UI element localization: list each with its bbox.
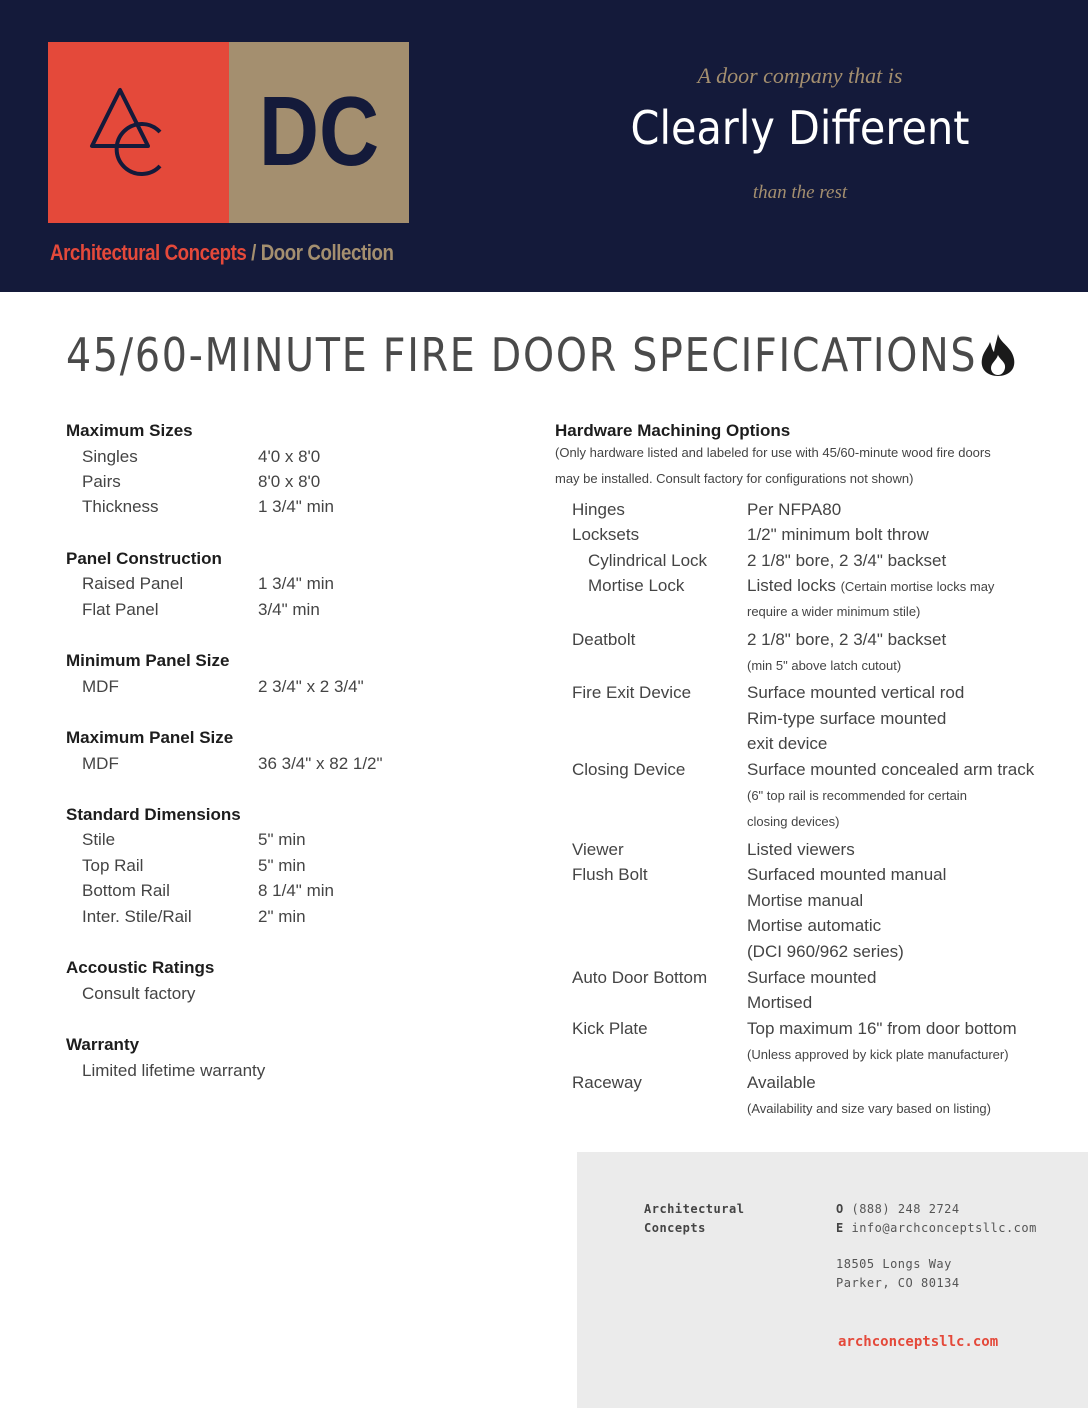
spec-label: Consult factory bbox=[82, 984, 196, 1003]
hardware-value-note: (6" top rail is recommended for certain bbox=[747, 788, 967, 803]
spec-value: 1 3/4" min bbox=[258, 574, 334, 593]
logo-dc-letters: DC bbox=[258, 76, 380, 186]
section-heading-hardware: Hardware Machining Options bbox=[555, 421, 791, 440]
hardware-value-note: require a wider minimum stile) bbox=[747, 604, 921, 619]
spec-label: Top Rail bbox=[82, 856, 144, 875]
spec-value: 5" min bbox=[258, 856, 306, 875]
spec-label: Flat Panel bbox=[82, 600, 159, 619]
section-heading-maximum-sizes: Maximum Sizes bbox=[66, 421, 193, 440]
brand-name-primary: Architectural Concepts bbox=[50, 240, 247, 265]
hardware-value: Surface mounted vertical rod bbox=[747, 683, 965, 702]
hardware-value-text: Listed locks bbox=[747, 576, 836, 595]
email-address: info@archconceptsllc.com bbox=[851, 1221, 1037, 1235]
ac-monogram-icon bbox=[48, 42, 229, 223]
spec-label: MDF bbox=[82, 754, 119, 773]
brand-separator: / bbox=[246, 240, 261, 265]
hardware-value bbox=[747, 576, 994, 596]
hardware-value: Surfaced mounted manual bbox=[747, 865, 947, 884]
hardware-value: Rim-type surface mounted bbox=[747, 709, 947, 728]
header-banner bbox=[0, 0, 1088, 292]
hardware-label: Fire Exit Device bbox=[572, 683, 692, 702]
logo-monogram-block bbox=[48, 42, 229, 223]
hardware-note: may be installed. Consult factory for configurations not shown) bbox=[555, 471, 914, 486]
spec-label: MDF bbox=[82, 677, 119, 696]
section-heading-warranty: Warranty bbox=[66, 1035, 140, 1054]
hardware-value: Mortised bbox=[747, 993, 813, 1012]
contact-footer bbox=[577, 1152, 1088, 1408]
hardware-label: Raceway bbox=[572, 1073, 642, 1092]
spec-label: Singles bbox=[82, 447, 138, 466]
spec-value: 3/4" min bbox=[258, 600, 320, 619]
spec-label: Thickness bbox=[82, 497, 159, 516]
spec-label: Stile bbox=[82, 830, 116, 849]
hardware-value-note: (Certain mortise locks may bbox=[840, 579, 995, 594]
section-heading-panel-construction: Panel Construction bbox=[66, 549, 222, 568]
hardware-value-note: closing devices) bbox=[747, 814, 840, 829]
footer-address-line2: Parker, CO 80134 bbox=[836, 1276, 960, 1290]
section-heading-standard-dimensions: Standard Dimensions bbox=[66, 805, 241, 824]
hardware-value: 2 1/8" bore, 2 3/4" backset bbox=[747, 551, 947, 570]
spec-value: 5" min bbox=[258, 830, 306, 849]
footer-email[interactable] bbox=[836, 1221, 1037, 1235]
footer-company-line1: Architectural bbox=[644, 1202, 745, 1216]
hardware-label: Mortise Lock bbox=[588, 576, 685, 595]
spec-value: 1 3/4" min bbox=[258, 497, 334, 516]
phone-number: (888) 248 2724 bbox=[851, 1202, 960, 1216]
spec-label: Inter. Stile/Rail bbox=[82, 907, 192, 926]
spec-label: Pairs bbox=[82, 472, 121, 491]
footer-company-line2: Concepts bbox=[644, 1221, 706, 1235]
spec-label: Limited lifetime warranty bbox=[82, 1061, 266, 1080]
hardware-value: Mortise manual bbox=[747, 891, 864, 910]
hardware-value: 2 1/8" bore, 2 3/4" backset bbox=[747, 630, 947, 649]
brand-name bbox=[50, 240, 394, 266]
hardware-note: (Only hardware listed and labeled for use with 45/60-minute wood fire doors bbox=[555, 445, 991, 460]
spec-value: 8 1/4" min bbox=[258, 881, 334, 900]
email-key: E bbox=[836, 1221, 844, 1235]
spec-label: Raised Panel bbox=[82, 574, 184, 593]
footer-address-line1: 18505 Longs Way bbox=[836, 1257, 952, 1271]
hardware-label: Locksets bbox=[572, 525, 640, 544]
spec-label: Bottom Rail bbox=[82, 881, 170, 900]
footer-phone[interactable] bbox=[836, 1202, 960, 1216]
brand-name-secondary: Door Collection bbox=[260, 240, 394, 265]
hardware-label: Auto Door Bottom bbox=[572, 968, 708, 987]
hardware-value: exit device bbox=[747, 734, 828, 753]
spec-value: 4'0 x 8'0 bbox=[258, 447, 321, 466]
hardware-value-note: (Unless approved by kick plate manufacturer) bbox=[747, 1047, 1009, 1062]
tagline-main: Clearly Different bbox=[630, 101, 970, 155]
footer-website-link[interactable]: archconceptsllc.com bbox=[838, 1334, 999, 1350]
hardware-value: Available bbox=[747, 1073, 816, 1092]
fire-icon bbox=[978, 333, 1018, 377]
spec-value: 8'0 x 8'0 bbox=[258, 472, 321, 491]
section-heading-maximum-panel-size: Maximum Panel Size bbox=[66, 728, 234, 747]
hardware-label: Flush Bolt bbox=[572, 865, 648, 884]
hardware-label: Viewer bbox=[572, 840, 624, 859]
spec-value: 2 3/4" x 2 3/4" bbox=[258, 677, 364, 696]
hardware-label: Deatbolt bbox=[572, 630, 636, 649]
hardware-label: Kick Plate bbox=[572, 1019, 648, 1038]
tagline-bottom: than the rest bbox=[752, 182, 848, 203]
logo-dc-block bbox=[229, 42, 409, 223]
hardware-value: (DCI 960/962 series) bbox=[747, 942, 904, 961]
spec-value: 2" min bbox=[258, 907, 306, 926]
hardware-value-note: (Availability and size vary based on listing) bbox=[747, 1101, 991, 1116]
hardware-value: Top maximum 16" from door bottom bbox=[747, 1019, 1017, 1038]
hardware-value: Listed viewers bbox=[747, 840, 855, 859]
section-heading-minimum-panel-size: Minimum Panel Size bbox=[66, 651, 230, 670]
hardware-value-note: (min 5" above latch cutout) bbox=[747, 658, 902, 673]
hardware-label: Cylindrical Lock bbox=[588, 551, 708, 570]
tagline-top: A door company that is bbox=[697, 63, 903, 88]
spec-value: 36 3/4" x 82 1/2" bbox=[258, 754, 383, 773]
hardware-label: Closing Device bbox=[572, 760, 686, 779]
hardware-value: Per NFPA80 bbox=[747, 500, 842, 519]
hardware-value: Mortise automatic bbox=[747, 916, 882, 935]
hardware-value: 1/2" minimum bolt throw bbox=[747, 525, 929, 544]
section-heading-accoustic-ratings: Accoustic Ratings bbox=[66, 958, 215, 977]
hardware-value: Surface mounted concealed arm track bbox=[747, 760, 1035, 779]
hardware-value: Surface mounted bbox=[747, 968, 877, 987]
hardware-label: Hinges bbox=[572, 500, 625, 519]
page-title: 45/60-MINUTE FIRE DOOR SPECIFICATIONS bbox=[66, 328, 978, 382]
phone-key: O bbox=[836, 1202, 844, 1216]
